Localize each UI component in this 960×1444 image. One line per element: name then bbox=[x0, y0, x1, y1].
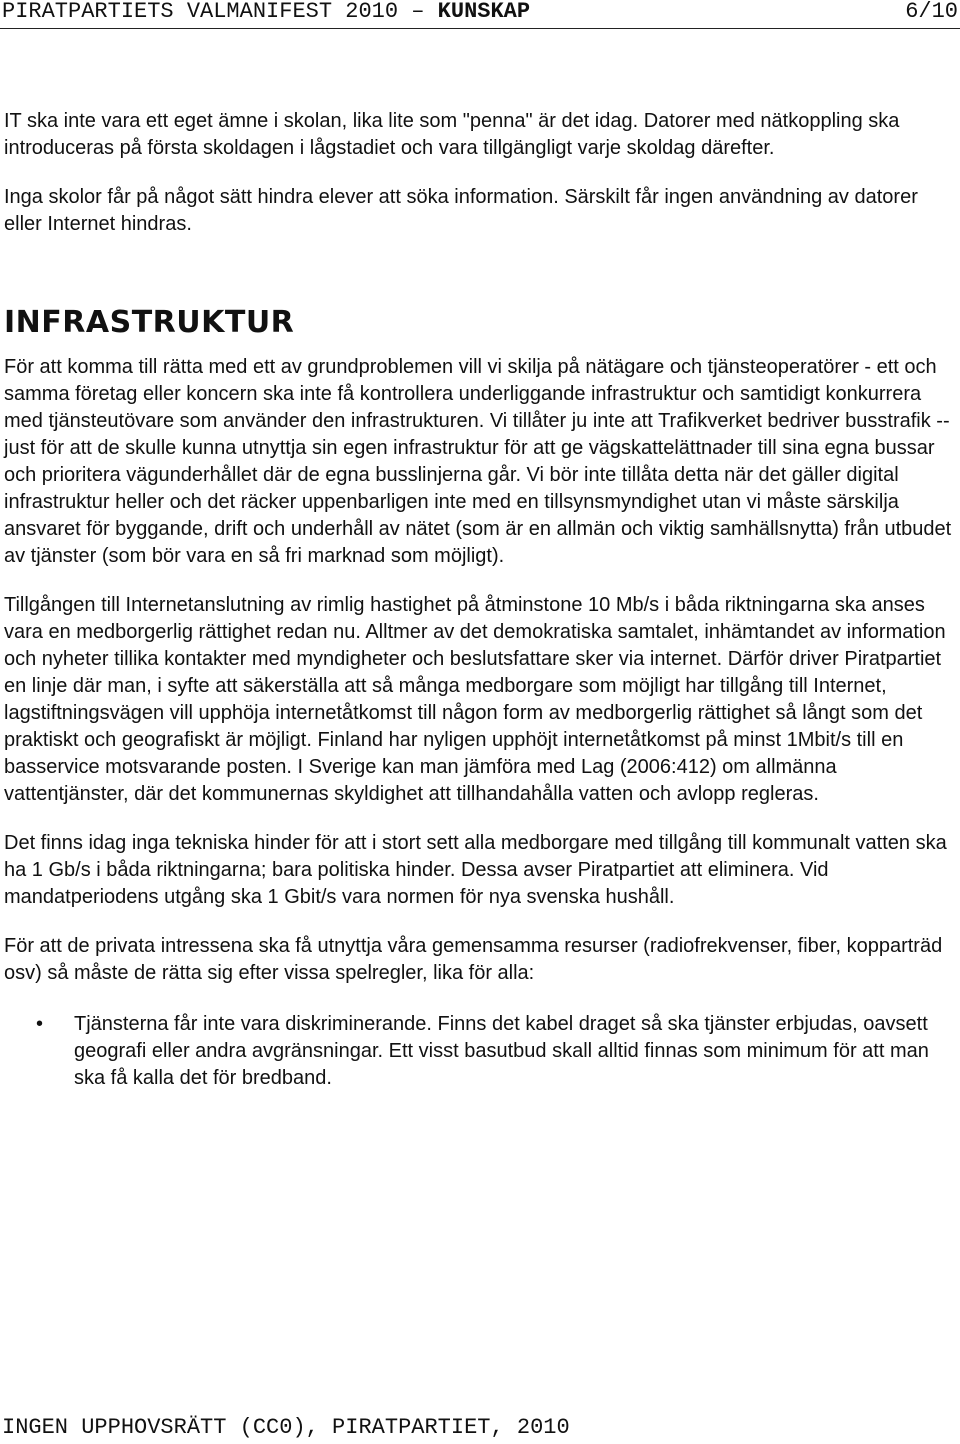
header-title: PIRATPARTIETS VALMANIFEST 2010 – bbox=[2, 0, 438, 24]
paragraph-no-blocking: Inga skolor får på något sätt hindra elever att söka information. Särskilt får ingen användning av datorer eller Internet hindras. bbox=[4, 186, 918, 235]
bullet-icon: • bbox=[36, 1013, 44, 1035]
header-divider bbox=[0, 28, 960, 29]
paragraph-internet-right: Tillgången till Internetanslutning av rimlig hastighet på åtminstone 10 Mb/s i båda riktningarna ska anses vara en medborgerlig rättighet redan nu. Alltmer av det demokratiska samtalet, inhämtandet av information och nyheter tillika kontakter med myndigheter och beslutsfattare sker via internet. Därför driver Piratpartiet en linje där man, i syfte att säkerställa att så många medborgare som möjligt har tillgång till Internet, lagstiftningsvägen vill upphöja internetåtkomst till någon form av medborgerlig rättighet så långt som det praktiskt och geografiskt är möjligt. Finland har nyligen upphöjt internetåtkomst på minst 1Mbit/s till en basservice motsvarande posten. I Sverige kan man jämföra med Lag (2006:412) om allmänna vattentjänster, där det kommunernas skyldighet att tillhandahålla vatten och avlopp regleras. bbox=[4, 594, 946, 805]
document-body bbox=[4, 108, 958, 1092]
paragraph-network-separation: För att komma till rätta med ett av grundproblemen vill vi skilja på nätägare och tjänsteoperatörer - ett och samma företag eller koncern ska inte få kontrollera underliggande infrastruktur och samtidigt konkurrera med tjänsteutövare som använder den infrastrukturen. Vi tillåter ju inte att Trafikverket bedriver busstrafik -- just för att de skulle kunna utnyttja sin egen infrastruktur för att ge vägskattelättnader till sina egna bussar och prioritera vägunderhållet där de egna busslinjerna går. Vi bör inte tillåta detta när det gäller digital infrastruktur heller och det räcker uppenbarligen inte med en tillsynsmyndighet utan vi måste särskilja ansvaret för byggande, drift och underhåll av nätet (som är en allmän och viktig samhällsnytta) från utbudet av tjänster (som bör vara en så fri marknad som möjligt). bbox=[4, 356, 952, 567]
list-item bbox=[4, 1011, 958, 1092]
rules-list bbox=[4, 1011, 958, 1092]
page-footer: INGEN UPPHOVSRÄTT (CC0), PIRATPARTIET, 2010 bbox=[2, 1415, 570, 1440]
section-heading-infrastructure: INFRASTRUKTUR bbox=[4, 305, 295, 340]
header-title-line bbox=[2, 0, 530, 24]
list-item-text: Tjänsterna får inte vara diskriminerande. Finns det kabel draget så ska tjänster erbjudas, oavsett geografi eller andra avgränsningar. Ett visst basutbud skall alltid finnas som minimum för att man ska få kalla det för bredband. bbox=[74, 1013, 929, 1089]
paragraph-rules-for-all: För att de privata intressena ska få utnyttja våra gemensamma resurser (radiofrekvenser, fiber, kopparträd osv) så måste de rätta sig efter vissa spelregler, lika för alla: bbox=[4, 935, 943, 984]
paragraph-it-in-school: IT ska inte vara ett eget ämne i skolan, lika lite som "penna" är det idag. Datorer med nätkoppling ska introduceras på första skoldagen i lågstadiet och vara tillgängligt varje skoldag därefter. bbox=[4, 110, 900, 159]
page-header bbox=[0, 0, 960, 32]
page-number: 6/10 bbox=[905, 0, 958, 24]
header-topic: KUNSKAP bbox=[437, 0, 531, 24]
paragraph-gigabit-goal: Det finns idag inga tekniska hinder för att i stort sett alla medborgare med tillgång till kommunalt vatten ska ha 1 Gb/s i båda riktningarna; bara politiska hinder. Dessa avser Piratpartiet att eliminera. Vid mandatperiodens utgång ska 1 Gbit/s vara normen för nya svenska hushåll. bbox=[4, 832, 947, 908]
